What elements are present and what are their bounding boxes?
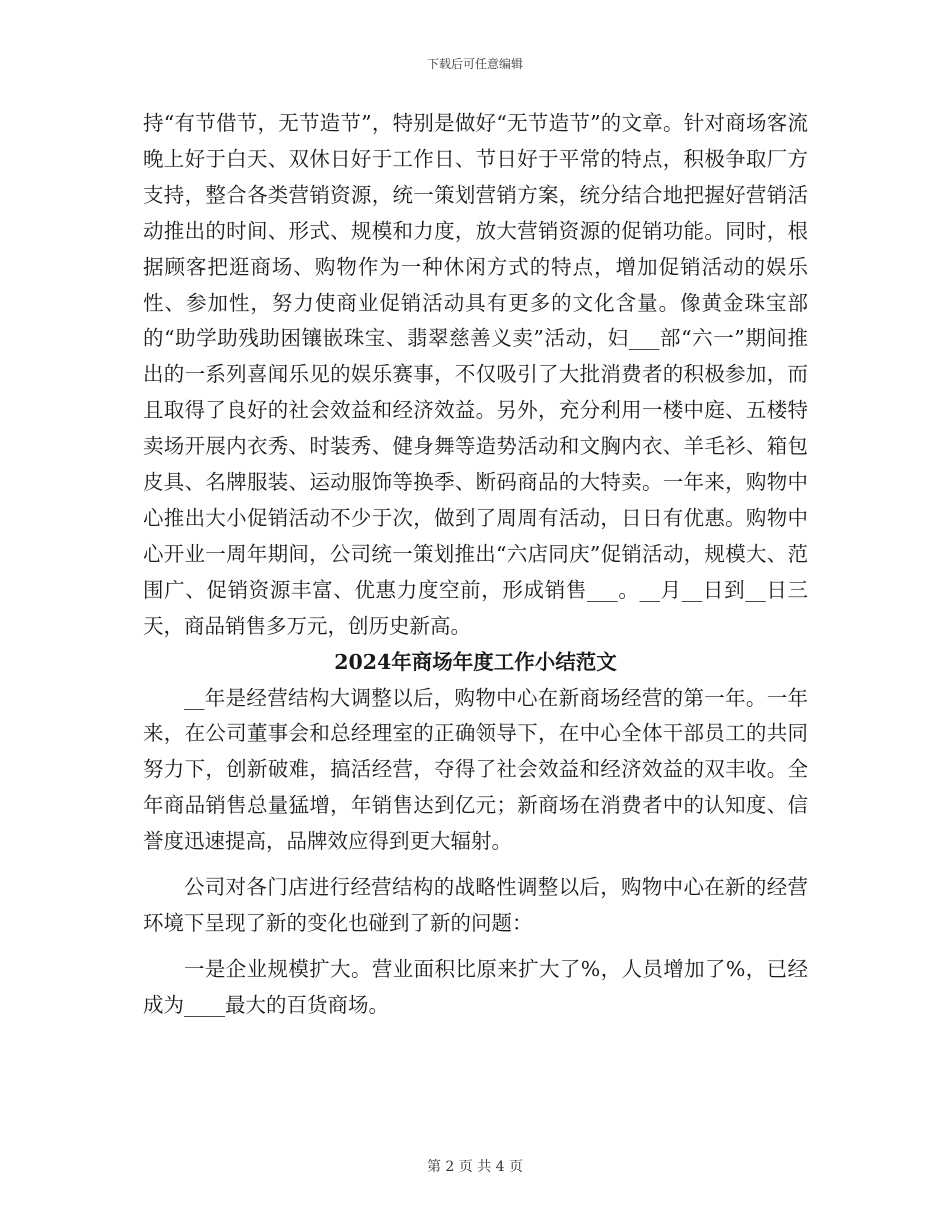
paragraph-gap bbox=[143, 860, 808, 870]
page-number: 第 2 页 共 4 页 bbox=[426, 1159, 524, 1175]
paragraph-2: 公司对各门店进行经营结构的战略性调整以后，购物中心在新的经营环境下呈现了新的变化也碰到了新的问题： bbox=[143, 875, 808, 935]
paragraph-continued: 持“有节借节，无节造节”，特别是做好“无节造节”的文章。针对商场客流晚上好于白天、双休日好于工作日、节日好于平常的特点，积极争取厂方支持，整合各类营销资源，统一策划营销方案，统分结合地把握好营销活动推出的时间、形式、规模和力度，放大营销资源的促销功能。同时，根据顾客把逛商场、购物作为一种休闲方式的特点，增加促销活动的娱乐性、参加性，努力使商业促销活动具有更多的文化含量。像黄金珠宝部的“助学助残助困镶嵌珠宝、翡翠慈善义卖”活动，妇___部“六一”期间推出的一系列喜闻乐见的娱乐赛事，不仅吸引了大批消费者的积极参加，而且取得了良好的社会效益和经济效益。另外，充分利用一楼中庭、五楼特卖场开展内衣秀、时装秀、健身舞等造势活动和文胸内衣、羊毛衫、箱包皮具、名牌服装、运动服饰等换季、断码商品的大特卖。一年来，购物中心推出大小促销活动不少于次，做到了周周有活动，日日有优惠。购物中心开业一周年期间，公司统一策划推出“六店同庆”促销活动，规模大、范围广、促销资源丰富、优惠力度空前，形成销售___。__月__日到__日三天，商品销售多万元，创历史新高。 bbox=[143, 111, 808, 638]
paragraph-1: __年是经营结构大调整以后，购物中心在新商场经营的第一年。一年来，在公司董事会和总经理室的正确领导下，在中心全体干部员工的共同努力下，创新破难，搞活经营，夺得了社会效益和经济效益的双丰收。全年商品销售总量猛增，年销售达到亿元；新商场在消费者中的认知度、信誉度迅速提高，品牌效应得到更大辐射。 bbox=[143, 685, 808, 854]
section-title: 2024年商场年度工作小结范文 bbox=[334, 649, 617, 674]
document-body bbox=[143, 106, 808, 1024]
paragraph-gap bbox=[143, 942, 808, 952]
paragraph-3: 一是企业规模扩大。营业面积比原来扩大了%，人员增加了%，已经成为____最大的百货商场。 bbox=[143, 956, 808, 1017]
page-header-note: 下载后可任意编辑 bbox=[426, 57, 523, 71]
